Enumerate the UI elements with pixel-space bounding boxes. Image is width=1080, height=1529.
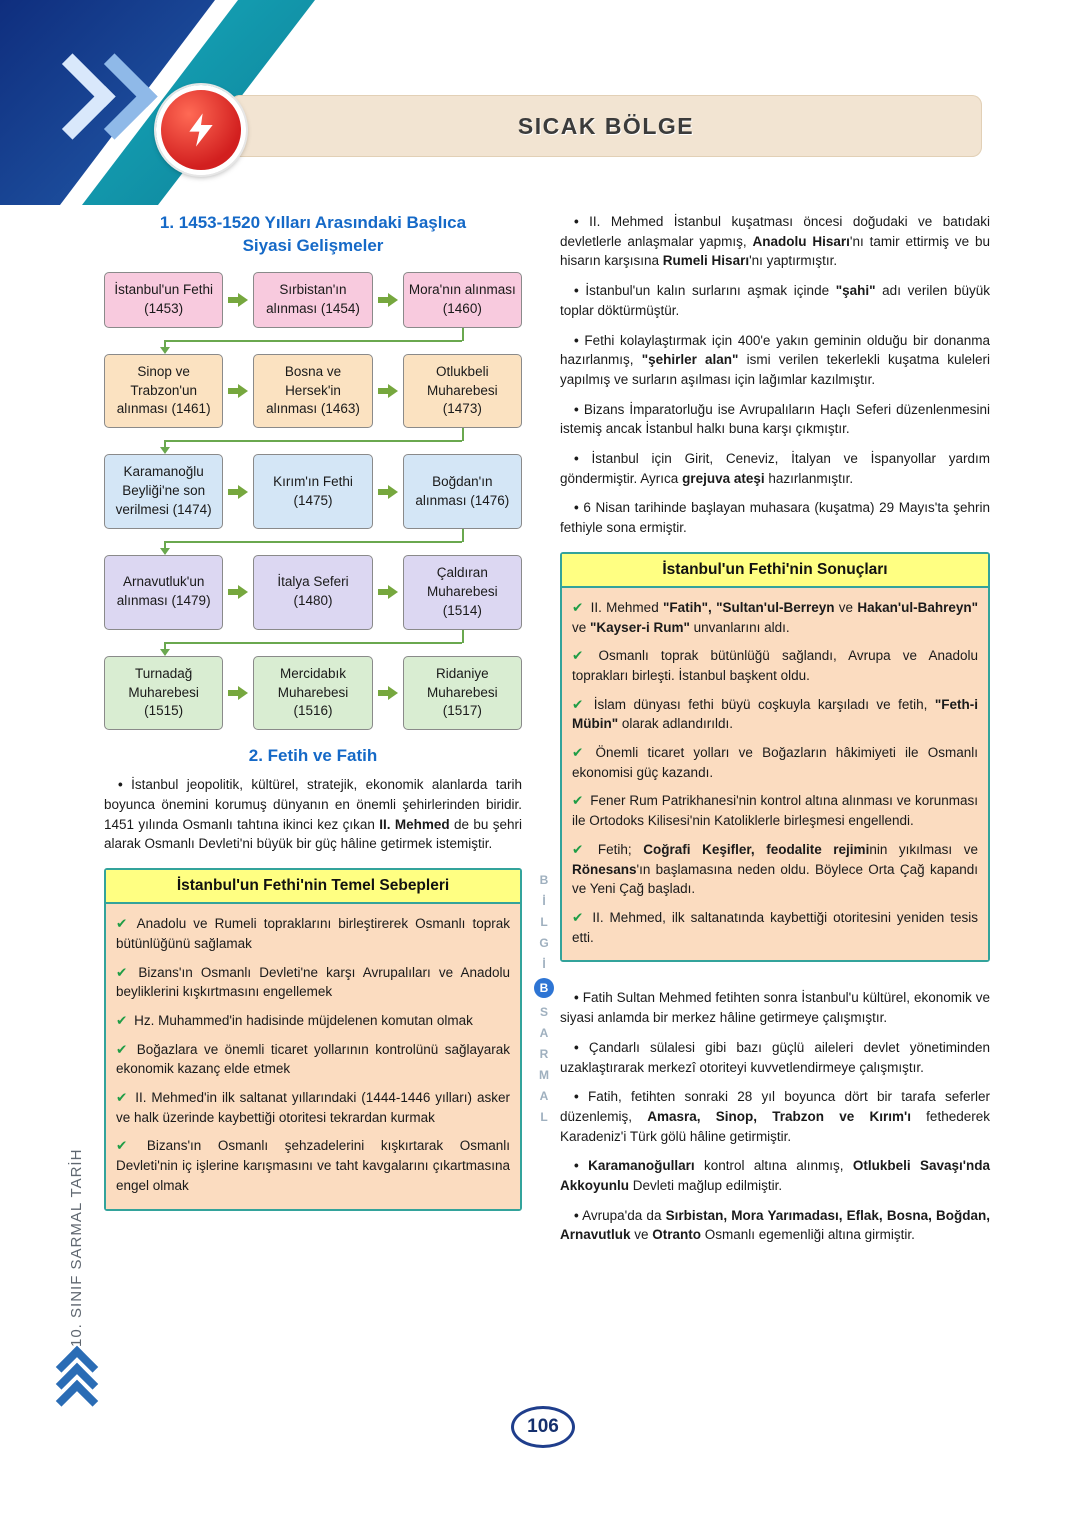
bullet-item	[560, 498, 990, 537]
check-item-text: Anadolu ve Rumeli topraklarını birleştirerek Osmanlı toprak bütünlüğünü sağlamak	[116, 916, 510, 951]
bullet-item	[560, 1206, 990, 1245]
page-header-title: SICAK BÖLGE	[517, 112, 695, 139]
check-icon: ✔	[572, 648, 584, 664]
arrow-right-icon	[223, 555, 253, 630]
flow-connector	[104, 328, 522, 354]
brand-letter: B	[539, 873, 549, 887]
bullet-dot: •	[574, 1158, 579, 1174]
lightning-icon	[181, 110, 221, 150]
check-item	[572, 695, 978, 734]
bullet-dot: •	[574, 1089, 579, 1105]
check-icon: ✔	[572, 793, 584, 809]
bullet-dot: •	[574, 283, 579, 299]
results-box-body	[562, 588, 988, 961]
check-icon: ✔	[572, 909, 584, 925]
arrow-right-icon	[373, 555, 403, 630]
check-item-text: Önemli ticaret yolları ve Boğazların hâkimiyeti ile Osmanlı ekonomisi güç kazandı.	[572, 745, 978, 780]
flow-box: İstanbul'un Fethi (1453)	[104, 272, 223, 328]
bullet-item	[560, 1087, 990, 1146]
check-item-text: Hz. Muhammed'in hadisinde müjdelenen komutan olmak	[134, 1012, 473, 1028]
bullet-dot: •	[574, 990, 579, 1006]
check-item-text: Boğazlara ve önemli ticaret yollarının kontrolünü sağlayarak ekonomik kazanç elde etmek	[116, 1041, 510, 1077]
arrow-right-icon	[373, 354, 403, 429]
check-item-text: Bizans'ın Osmanlı şehzadelerini kışkırtarak Osmanlı Devleti'nin iç işlerine karışmasını ve taht kavgalarını çıkartmasına engel olmak	[116, 1138, 510, 1193]
brand-letter: L	[540, 1110, 548, 1124]
arrow-right-icon	[223, 454, 253, 529]
bullet-text: Fatih, fetihten sonraki 28 yıl boyunca dört bir tarafa seferler düzenlemiş, Amasra, Sinop, Trabzon ve Kırım'ı fethederek Karadeniz'i Türk gölü hâline getirmiştir.	[560, 1089, 990, 1144]
bullet-dot: •	[574, 332, 579, 348]
flowchart-row	[104, 454, 522, 529]
flowchart-row	[104, 354, 522, 429]
bullet-dot: •	[574, 1207, 579, 1223]
check-icon: ✔	[572, 696, 584, 712]
check-item	[572, 791, 978, 830]
flow-box: Sinop ve Trabzon'un alınması (1461)	[104, 354, 223, 429]
brand-letter: R	[539, 1047, 549, 1061]
arrow-down-icon	[160, 649, 170, 656]
flow-box: Kırım'ın Fethi (1475)	[253, 454, 372, 529]
check-icon: ✔	[572, 599, 584, 615]
results-box	[560, 552, 990, 963]
check-item	[116, 1040, 510, 1079]
bullet-text: 6 Nisan tarihinde başlayan muhasara (kuşatma) 29 Mayıs'ta şehrin fethiyle sona ermiştir.	[560, 500, 990, 536]
page-number: 106	[511, 1406, 575, 1448]
flow-connector	[104, 529, 522, 555]
check-icon: ✔	[572, 745, 584, 761]
check-item-text: Bizans'ın Osmanlı Devleti'ne karşı Avrupalıları ve Anadolu beyliklerini kışkırtmasını engellemek	[116, 964, 510, 1000]
flow-connector	[104, 428, 522, 454]
flowchart-row	[104, 555, 522, 630]
bullet-item	[560, 281, 990, 320]
bullet-text: II. Mehmed İstanbul kuşatması öncesi doğudaki ve batıdaki devletlerle anlaşmalar yapmış, Anadolu Hisarı'nı tamir ettirmiş ve bu hisarın karşısına Rumeli Hisarı'nı yaptırmıştır.	[560, 214, 990, 269]
section1-title-line2: Siyasi Gelişmeler	[242, 235, 384, 255]
bullet-dot: •	[574, 401, 579, 417]
flow-box: Sırbistan'ın alınması (1454)	[253, 272, 372, 328]
section2-title: 2. Fetih ve Fatih	[248, 746, 378, 766]
check-item	[572, 908, 978, 947]
bullet-dot: •	[574, 214, 579, 229]
hot-topic-badge	[156, 85, 246, 175]
right-column	[560, 212, 990, 1255]
check-item	[572, 743, 978, 782]
bottom-bullets	[560, 988, 990, 1245]
section1-title-line1: 1. 1453-1520 Yılları Arasındaki Başlıca	[159, 213, 467, 232]
bullet-text: Fatih Sultan Mehmed fetihten sonra İstanbul'u kültürel, ekonomik ve siyasi anlamda bir merkez hâline getirmeye çalışmıştır.	[560, 990, 990, 1026]
flow-box: Mora'nın alınması (1460)	[403, 272, 522, 328]
bullet-text: Bizans İmparatorluğu ise Avrupalıların Haçlı Seferi düzenlenmesini istemiş ancak İstanbul halkı buna karşı çıkmıştır.	[560, 401, 990, 437]
brand-letter: İ	[542, 894, 546, 908]
publisher-logo-icon: B	[534, 978, 554, 998]
check-item	[116, 1011, 510, 1031]
check-icon: ✔	[116, 916, 128, 932]
check-item-text: II. Mehmed "Fatih", "Sultan'ul-Berreyn ve Hakan'ul-Bahreyn" ve "Kayser-i Rum" unvanlarını aldı.	[572, 599, 978, 635]
chevron-right-icon	[71, 53, 157, 139]
paragraph-text: İstanbul jeopolitik, kültürel, stratejik, ekonomik alanlarda tarih boyunca önemini korumuş dünyanın en önemli şehirlerinden biridir. 1451 yılında Osmanlı tahtına ikinci kez çıkan II. Mehmed de bu şehri alarak Osmanlı Devleti'ni büyük bir güç hâline getirmek istemiştir.	[104, 777, 523, 852]
bullet-dot: •	[574, 500, 579, 516]
flowchart-row	[104, 272, 522, 328]
brand-letter: M	[539, 1068, 549, 1082]
bullet-text: Çandarlı sülalesi gibi bazı güçlü aileleri devlet yönetiminden uzaklaştırarak merkezî otoriteyi kuvvetlendirmeye çalışmıştır.	[560, 1039, 990, 1075]
brand-letter: S	[539, 1005, 548, 1019]
arrow-right-icon	[223, 272, 253, 328]
arrow-right-icon	[373, 272, 403, 328]
check-icon: ✔	[116, 1090, 128, 1106]
bullet-text: İstanbul'un kalın surlarını aşmak içinde "şahi" adı verilen büyük toplar döktürmüştür.	[560, 283, 990, 318]
flow-box: Turnadağ Muharebesi (1515)	[104, 656, 223, 731]
flow-box: Ridaniye Muharebesi (1517)	[403, 656, 522, 731]
check-item	[116, 914, 510, 953]
header-banner	[230, 95, 982, 157]
brand-letter: A	[539, 1026, 549, 1040]
bullet-item	[560, 331, 990, 390]
brand-letter: İ	[542, 957, 546, 971]
bullet-item	[560, 449, 990, 488]
bullet-text: İstanbul için Girit, Ceneviz, İtalyan ve İspanyollar yardım göndermiştir. Ayrıca grejuva ateşi hazırlanmıştır.	[560, 451, 990, 486]
chevron-right-icon	[29, 53, 115, 139]
causes-box	[104, 868, 522, 1210]
check-icon: ✔	[116, 1041, 128, 1057]
flow-box: Mercidabık Muharebesi (1516)	[253, 656, 372, 731]
flow-box: İtalya Seferi (1480)	[253, 555, 372, 630]
arrow-right-icon	[373, 454, 403, 529]
flow-box: Çaldıran Muharebesi (1514)	[403, 555, 522, 630]
arrow-down-icon	[160, 347, 170, 354]
bullet-text: Avrupa'da da Sırbistan, Mora Yarımadası, Eflak, Bosna, Boğdan, Arnavutluk ve Otranto Osmanlı egemenliği altına girmiştir.	[560, 1207, 990, 1243]
check-icon: ✔	[116, 1138, 128, 1154]
bullet-text: Karamanoğulları kontrol altına alınmış, Otlukbeli Savaşı'nda Akkoyunlu Devleti mağlup edilmiştir.	[560, 1158, 990, 1194]
flow-box: Arnavutluk'un alınması (1479)	[104, 555, 223, 630]
check-item	[572, 646, 978, 685]
bullet-dot: •	[574, 1039, 579, 1055]
check-item	[116, 1088, 510, 1127]
arrow-right-icon	[223, 354, 253, 429]
check-icon: ✔	[116, 964, 128, 980]
left-column	[104, 212, 522, 1255]
arrow-down-icon	[160, 548, 170, 555]
check-item-text: İslam dünyası fethi büyü coşkuyla karşıladı ve fetih, "Feth-i Mübin" olarak adlandırıldı.	[572, 696, 978, 732]
section2-paragraph	[104, 775, 522, 854]
check-icon: ✔	[572, 841, 584, 857]
arrow-right-icon	[223, 656, 253, 731]
bullet-item	[560, 988, 990, 1027]
sidebar-chevrons	[62, 1352, 92, 1403]
flow-box: Otlukbeli Muharebesi (1473)	[403, 354, 522, 429]
bullet-item	[560, 400, 990, 439]
sidebar-vertical-title: 10. SINIF SARMAL TARİH	[68, 1148, 85, 1347]
flow-box: Bosna ve Hersek'in alınması (1463)	[253, 354, 372, 429]
results-box-title: İstanbul'un Fethi'nin Sonuçları	[562, 554, 988, 588]
bullet-item	[560, 1038, 990, 1077]
flow-connector	[104, 630, 522, 656]
causes-box-body	[106, 904, 520, 1208]
bullet-dot: •	[574, 451, 579, 467]
causes-box-title: İstanbul'un Fethi'nin Temel Sebepleri	[106, 870, 520, 904]
flow-box: Boğdan'ın alınması (1476)	[403, 454, 522, 529]
flowchart	[104, 272, 522, 730]
brand-letter: L	[540, 915, 548, 929]
bullet-item	[560, 212, 990, 271]
brand-letter: A	[539, 1089, 549, 1103]
check-item	[572, 840, 978, 899]
page-content	[104, 212, 990, 1255]
section1-title	[104, 212, 522, 258]
check-item	[116, 963, 510, 1002]
arrow-down-icon	[160, 447, 170, 454]
bullet-dot: •	[118, 777, 123, 793]
check-item-text: II. Mehmed'in ilk saltanat yıllarındaki (1444-1446 yılları) asker ve halk üzerinde kaybettiği otoritesi tekrardan kurmak	[116, 1090, 510, 1125]
check-item-text: Fener Rum Patrikhanesi'nin kontrol altına alınması ve korunması ile Ortodoks Kilisesi'nin Katoliklerle birleşmesi engellendi.	[572, 793, 978, 829]
flow-box: Karamanoğlu Beyliği'ne son verilmesi (1474)	[104, 454, 223, 529]
check-icon: ✔	[116, 1012, 128, 1028]
check-item	[572, 598, 978, 637]
bullet-text: Fethi kolaylaştırmak için 400'e yakın geminin olduğu bir donanma hazırlanmış, "şehirler alan" ismi verilen tekerlekli kuşatma kuleleri yapılmış ve surların aşılması için lağımlar kazılmıştır.	[560, 332, 990, 387]
bullet-item	[560, 1156, 990, 1195]
check-item-text: Osmanlı toprak bütünlüğü sağlandı, Avrupa ve Anadolu toprakları birleşti. İstanbul başkent oldu.	[572, 648, 978, 683]
check-item-text: II. Mehmed, ilk saltanatında kaybettiği otoritesini yeniden tesis etti.	[572, 909, 978, 945]
check-item-text: Fetih; Coğrafi Keşifler, feodalite rejiminin yıkılması ve Rönesans'ın başlamasına neden oldu. Böylece Orta Çağ kapandı ve Yeni Çağ başladı.	[572, 841, 979, 897]
arrow-right-icon	[373, 656, 403, 731]
flowchart-row	[104, 656, 522, 731]
brand-letter: G	[539, 936, 549, 950]
check-item	[116, 1136, 510, 1195]
